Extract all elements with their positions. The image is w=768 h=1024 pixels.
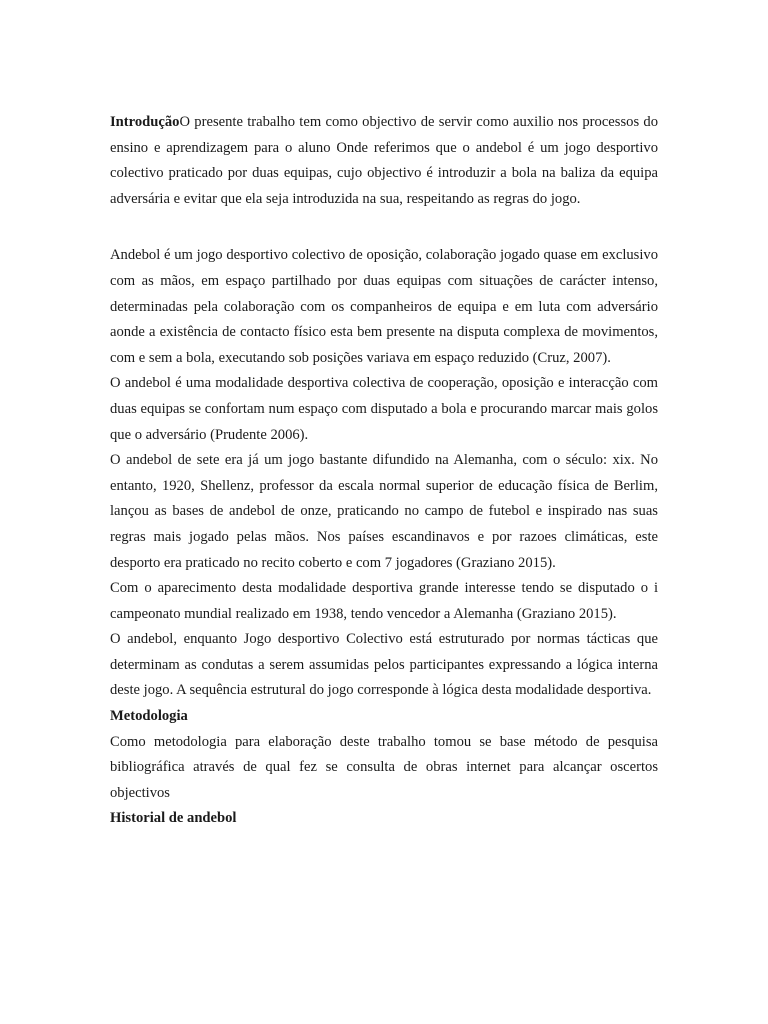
methodology-heading: Metodologia	[110, 708, 188, 725]
body-paragraph: Com o aparecimento desta modalidade desportiva grande interesse tendo se disputado o i campeonato mundial realizado em 1938, tendo vencedor a Alemanha (Graziano 2015).	[110, 580, 658, 622]
body-paragraph: O andebol de sete era já um jogo bastante difundido na Alemanha, com o século: xix. No entanto, 1920, Shellenz, professor da escala normal superior de educação física de Berlim, lançou as bases de andebol de onze, praticando no campo de futebol e inspirado nas suas regras mais jogado pelas mãos. Nos países escandinavos e por razoes climáticas, este desporto era praticado no recito coberto e com 7 jogadores (Graziano 2015).	[110, 452, 658, 571]
document-page	[110, 110, 658, 832]
introduction-text: O presente trabalho tem como objectivo de servir como auxilio nos processos do ensino e aprendizagem para o aluno Onde referimos que o andebol é um jogo desportivo colectivo praticado por duas equipas, cujo objectivo é introduzir a bola na baliza da equipa adversária e evitar que ela seja introduzida na sua, respeitando as regras do jogo.	[110, 114, 658, 207]
body-paragraph: O andebol é uma modalidade desportiva colectiva de cooperação, oposição e interacção com duas equipas se confortam num espaço com disputado a bola e procurando marcar mais golos que o adversário (Prudente 2006).	[110, 375, 658, 443]
history-heading: Historial de andebol	[110, 810, 237, 827]
methodology-paragraph: Como metodologia para elaboração deste trabalho tomou se base método de pesquisa bibliográfica através de qual fez se consulta de obras internet para alcançar oscertos objectivos	[110, 733, 658, 801]
body-paragraph: Andebol é um jogo desportivo colectivo de oposição, colaboração jogado quase em exclusivo com as mãos, em espaço partilhado por duas equipas com situações de carácter intenso, determinadas pela colaboração com os companheiros de equipa e em luta com adversário aonde a existência de contacto físico esta bem presente na disputa complexa de movimentos, com e sem a bola, executando sob posições variava em espaço reduzido (Cruz, 2007).	[110, 247, 658, 366]
body-paragraph: O andebol, enquanto Jogo desportivo Colectivo está estruturado por normas tácticas que determinam as condutas a serem assumidas pelos participantes expressando a lógica interna deste jogo. A sequência estrutural do jogo corresponde à lógica desta modalidade desportiva.	[110, 631, 658, 699]
introduction-paragraph	[110, 110, 658, 212]
introduction-label: Introdução	[110, 114, 180, 130]
